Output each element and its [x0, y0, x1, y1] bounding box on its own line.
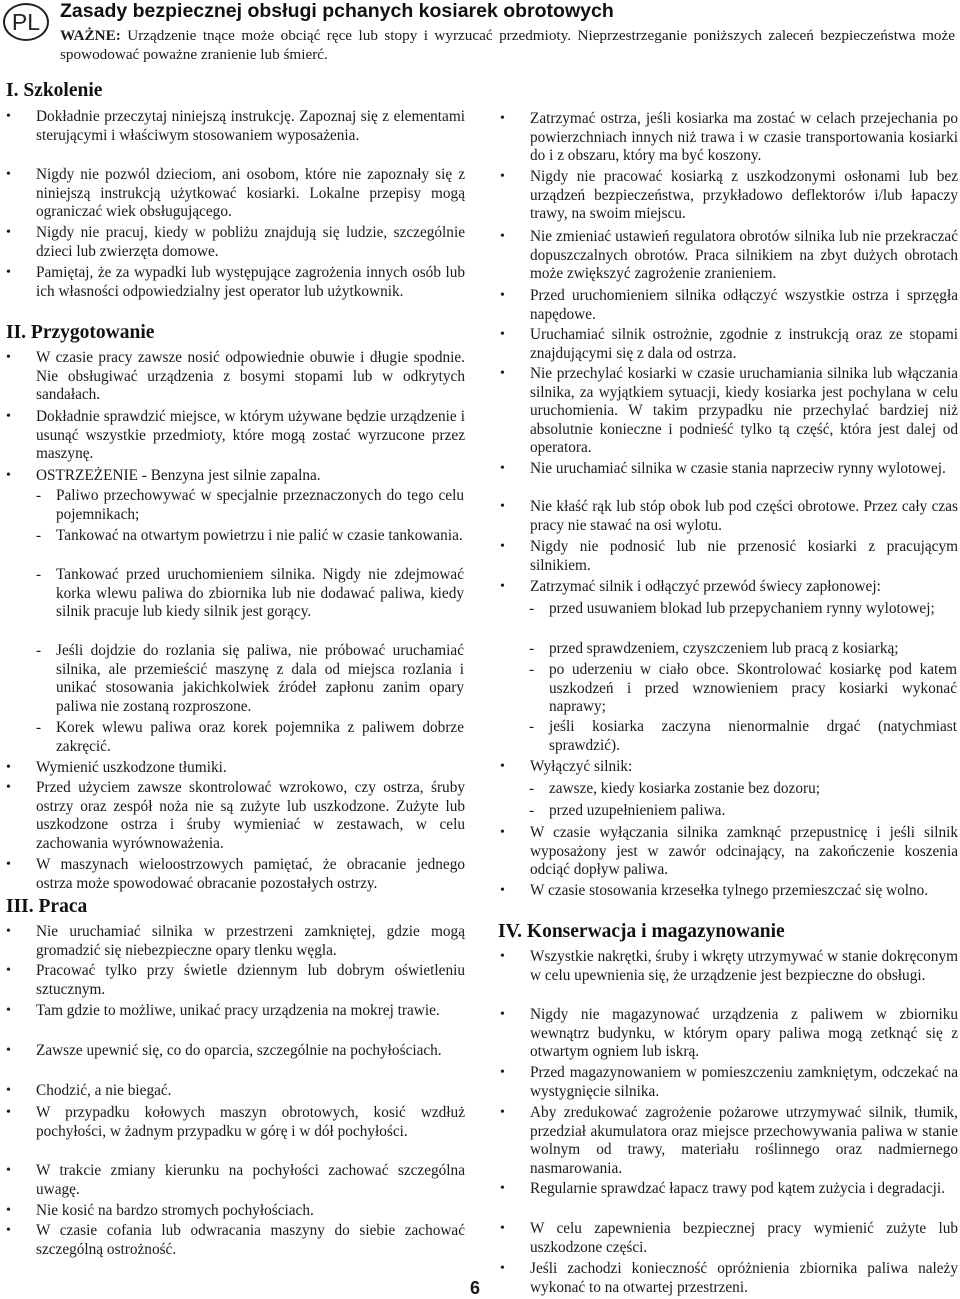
list-item: • Nigdy nie pozwól dzieciom, ani osobom, które nie zapoznały się z niniejszą instrukcją użytkować kosiarki. Lokalne przepisy mogą ograniczać wiek obsługującego. — [36, 166, 465, 222]
list-item: • Tam gdzie to możliwe, unikać pracy urządzenia na mokrej trawie. — [36, 1002, 465, 1021]
list-item: • Wyłączyć silnik: — [530, 758, 958, 777]
list-item: • Zatrzymać silnik i odłączyć przewód świecy zapłonowej: — [530, 578, 958, 597]
list-item: • Przed użyciem zawsze skontrolować wzrokowo, czy ostrza, śruby ostrzy oraz zespół noża nie są zużyte lub uszkodzone. Zużyte lub uszkodzone ostrza i śruby wymieniać w zestawach, w celu zachowania wyrównoważenia. — [36, 779, 465, 853]
list-item: • Nigdy nie podnosić lub nie przenosić kosiarki z pracującym silnikiem. — [530, 538, 958, 575]
list-item: • Nie kosić na bardzo stromych pochyłościach. — [36, 1202, 465, 1221]
sub-list-item: - Tankować na otwartym powietrzu i nie palić w czasie tankowania. — [56, 527, 464, 546]
list-item: • W czasie cofania lub odwracania maszyny do siebie zachować szczególną ostrożność. — [36, 1222, 465, 1259]
sub-list-item: - zawsze, kiedy kosiarka zostanie bez dozoru; — [549, 780, 957, 799]
list-item: • Uruchamiać silnik ostrożnie, zgodnie z instrukcją oraz ze stopami znajdującymi się z dala od ostrza. — [530, 326, 958, 363]
list-item: • Wymienić uszkodzone tłumiki. — [36, 759, 465, 778]
sub-list-item: - jeśli kosiarka zaczyna nienormalnie drgać (natychmiast sprawdzić). — [549, 718, 957, 755]
list-item: • W czasie pracy zawsze nosić odpowiednie obuwie i długie spodnie. Nie obsługiwać urządzenia z bosymi stopami lub w odkrytych sandałach. — [36, 349, 465, 405]
list-item: • W trakcie zmiany kierunku na pochyłości zachować szczególna uwagę. — [36, 1162, 465, 1199]
sub-list-item: - przed usuwaniem blokad lub przepychaniem rynny wylotowej; — [549, 600, 957, 619]
sub-list-item: - Jeśli dojdzie do rozlania się paliwa, nie próbować uruchamiać silnika, ale przemieścić maszynę z dala od miejsca rozlania i unikać stosowania jakichkolwiek źródeł zapłonu zanim opary paliwa nie zostaną rozproszone. — [56, 642, 464, 716]
page-number: 6 — [470, 1278, 481, 1298]
section-title-training: I. Szkolenie — [6, 80, 103, 101]
list-item: • W czasie wyłączania silnika zamknąć przepustnicę i jeśli silnik wyposażony jest w zawór odcinający, na zakończenie koszenia odciąć dopływ paliwa. — [530, 824, 958, 880]
sub-list-item: - po uderzeniu w ciało obce. Skontrolować kosiarkę pod katem uszkodzeń i przed wznowieniem pracy kosiarki wykonać naprawy; — [549, 661, 957, 717]
list-item: • Chodzić, a nie biegać. — [36, 1082, 465, 1101]
list-item: • Zatrzymać ostrza, jeśli kosiarka ma zostać w celach przejechania po powierzchniach innych niż trawa i w czasie transportowania kosiarki do i z obszaru, który ma być koszony. — [530, 110, 958, 166]
sub-list-item: - Tankować przed uruchomieniem silnika. Nigdy nie zdejmować korka wlewu paliwa do zbiornika lub nie dodawać paliwa, kiedy silnik pracuje lub kiedy silnik jest gorący. — [56, 566, 464, 622]
list-item: • W czasie stosowania krzesełka tylnego przemieszczać się wolno. — [530, 882, 958, 901]
sub-list-item: - Paliwo przechowywać w specjalnie przeznaczonych do tego celu pojemnikach; — [56, 487, 464, 524]
list-item: • Pracować tylko przy świetle dziennym lub dobrym oświetleniu sztucznym. — [36, 962, 465, 999]
list-item: • Regularnie sprawdzać łapacz trawy pod kątem zużycia i degradacji. — [530, 1180, 958, 1199]
list-item: • Nie zmieniać ustawień regulatora obrotów silnika lub nie przekraczać dopuszczalnych obrotów. Praca silnikiem na zbyt dużych obrotach może zwiększyć zagrożenie zranieniem. — [530, 228, 958, 284]
list-item: • Przed uruchomieniem silnika odłączyć wszystkie ostrza i sprzęgła napędowe. — [530, 287, 958, 324]
list-item: • OSTRZEŻENIE - Benzyna jest silnie zapalna. — [36, 467, 465, 486]
sub-list-item: - przed uzupełnieniem paliwa. — [549, 802, 957, 821]
list-item: • Nigdy nie magazynować urządzenia z paliwem w zbiorniku wewnątrz budynku, w którym opary paliwa mogą zetknąć się z otwartym ogniem lub iskrą. — [530, 1006, 958, 1062]
list-item: • Nigdy nie pracować kosiarką z uszkodzonymi osłonami lub bez urządzeń bezpieczeństwa, przykładowo deflektorów i/lub łapaczy trawy, na swoim miejscu. — [530, 168, 958, 224]
list-item: • Nigdy nie pracuj, kiedy w pobliżu znajdują się ludzie, szczególnie dzieci lub zwierzęta domowe. — [36, 224, 465, 261]
warning-paragraph — [60, 27, 955, 64]
list-item: • Dokładnie sprawdzić miejsce, w którym używane będzie urządzenie i usunąć wszystkie przedmioty, które mogą zostać wyrzucone przez maszynę. — [36, 408, 465, 464]
section-title-operation: III. Praca — [6, 896, 88, 917]
warning-label: WAŻNE: — [60, 27, 121, 44]
warning-text: Urządzenie tnące może obciąć ręce lub stopy i wyrzucać przedmioty. Nieprzestrzeganie poniższych zaleceń bezpieczeństwa może spowodować poważne zranienie lub śmierć. — [60, 27, 955, 63]
list-item: • Aby zredukować zagrożenie pożarowe utrzymywać silnik, tłumik, przedział akumulatora oraz miejsce przechowywania paliwa w stanie wolnym od trawy, materiału roślinnego oraz nadmiernego nasmarowania. — [530, 1104, 958, 1178]
section-title-preparation: II. Przygotowanie — [6, 322, 155, 343]
list-item: • Nie przechylać kosiarki w czasie uruchamiania silnika lub włączania silnika, za wyjątkiem sytuacji, kiedy kosiarka jest pochylana w celu uruchomienia. W takim przypadku nie przechylać bardziej niż absolutnie konieczne i podnieść tylko tą część, która jest dalej od operatora. — [530, 365, 958, 458]
page-title: Zasady bezpiecznej obsługi pchanych kosiarek obrotowych — [60, 0, 614, 22]
sub-list-item: - przed sprawdzeniem, czyszczeniem lub pracą z kosiarką; — [549, 640, 957, 659]
list-item: • Przed magazynowaniem w pomieszczeniu zamkniętym, odczekać na wystygnięcie silnika. — [530, 1064, 958, 1101]
list-item: • W maszynach wieloostrzowych pamiętać, że obracanie jednego ostrza może spowodować obracanie pozostałych ostrzy. — [36, 856, 465, 893]
language-badge: PL — [3, 3, 49, 41]
list-item: • W celu zapewnienia bezpiecznej pracy wymienić zużyte lub uszkodzone części. — [530, 1220, 958, 1257]
list-item: • Zawsze upewnić się, co do oparcia, szczególnie na pochyłościach. — [36, 1042, 465, 1061]
list-item: • Nie uruchamiać silnika w przestrzeni zamkniętej, gdzie mogą gromadzić się niebezpieczne opary tlenku węgla. — [36, 923, 465, 960]
list-item: • Dokładnie przeczytaj niniejszą instrukcję. Zapoznaj się z elementami sterującymi i właściwym stosowaniem wyposażenia. — [36, 108, 465, 145]
sub-list-item: - Korek wlewu paliwa oraz korek pojemnika z paliwem dobrze zakręcić. — [56, 719, 464, 756]
list-item: • Pamiętaj, że za wypadki lub występujące zagrożenia innych osób lub ich własności odpowiedzialny jest operator lub użytkownik. — [36, 264, 465, 301]
list-item: • W przypadku kołowych maszyn obrotowych, kosić wzdłuż pochyłości, w żadnym przypadku w górę i w dół pochyłości. — [36, 1104, 465, 1141]
list-item: • Jeśli zachodzi konieczność opróżnienia zbiornika paliwa należy wykonać to na otwartej przestrzeni. — [530, 1260, 958, 1297]
list-item: • Nie kłaść rąk lub stóp obok lub pod części obrotowe. Przez cały czas pracy nie stawać na osi wylotu. — [530, 498, 958, 535]
section-title-maintenance: IV. Konserwacja i magazynowanie — [498, 921, 785, 942]
list-item: • Nie uruchamiać silnika w czasie stania naprzeciw rynny wylotowej. — [530, 460, 958, 479]
list-item: • Wszystkie nakrętki, śruby i wkręty utrzymywać w stanie dokręconym w celu upewnienia się, że urządzenie jest bezpieczne do obsługi. — [530, 948, 958, 985]
